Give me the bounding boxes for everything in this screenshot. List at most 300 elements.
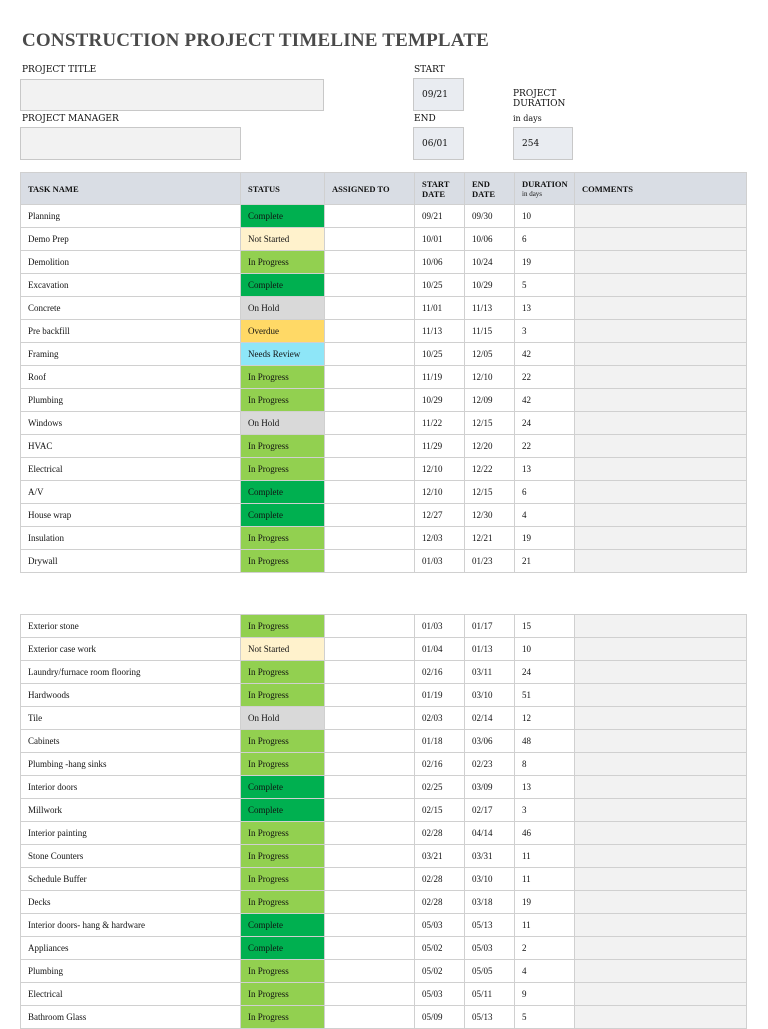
task-name-cell[interactable]: Windows — [21, 412, 241, 435]
end-date-cell[interactable]: 05/13 — [465, 1006, 515, 1029]
assigned-to-cell[interactable] — [325, 914, 415, 937]
end-date-cell[interactable]: 02/17 — [465, 799, 515, 822]
table-row — [21, 822, 747, 845]
duration-cell[interactable]: 8 — [515, 753, 575, 776]
assigned-to-cell[interactable] — [325, 707, 415, 730]
start-date-cell[interactable]: 10/06 — [415, 251, 465, 274]
col-task-name: TASK NAME — [21, 173, 241, 205]
end-date-cell[interactable]: 12/10 — [465, 366, 515, 389]
table-row — [21, 205, 747, 228]
comments-cell[interactable] — [575, 1006, 747, 1029]
col-start-date-line2: DATE — [422, 188, 445, 199]
duration-cell[interactable]: 21 — [515, 550, 575, 573]
table-row — [21, 251, 747, 274]
comments-cell[interactable] — [575, 845, 747, 868]
end-date-cell[interactable]: 12/15 — [465, 481, 515, 504]
status-cell[interactable]: In Progress — [241, 1006, 325, 1029]
end-date-cell[interactable]: 12/15 — [465, 412, 515, 435]
status-cell[interactable]: Not Started — [241, 228, 325, 251]
comments-cell[interactable] — [575, 274, 747, 297]
comments-cell[interactable] — [575, 366, 747, 389]
status-cell[interactable]: On Hold — [241, 297, 325, 320]
table-row — [21, 868, 747, 891]
duration-label-line1: PROJECT — [513, 89, 557, 99]
table-row — [21, 845, 747, 868]
table-row — [21, 638, 747, 661]
start-date-cell[interactable]: 02/28 — [415, 868, 465, 891]
start-date-cell[interactable]: 05/03 — [415, 914, 465, 937]
table-row — [21, 707, 747, 730]
start-date-cell[interactable]: 11/29 — [415, 435, 465, 458]
assigned-to-cell[interactable] — [325, 274, 415, 297]
end-date-cell[interactable]: 01/23 — [465, 550, 515, 573]
status-cell[interactable]: Complete — [241, 481, 325, 504]
end-date-cell[interactable]: 10/24 — [465, 251, 515, 274]
task-name-cell[interactable]: Hardwoods — [21, 684, 241, 707]
comments-cell[interactable] — [575, 251, 747, 274]
end-date-cell[interactable]: 12/20 — [465, 435, 515, 458]
duration-cell[interactable]: 10 — [515, 638, 575, 661]
start-date-cell[interactable]: 01/03 — [415, 615, 465, 638]
comments-cell[interactable] — [575, 458, 747, 481]
start-date-cell[interactable]: 02/25 — [415, 776, 465, 799]
col-start-date — [415, 173, 465, 205]
duration-cell[interactable]: 5 — [515, 274, 575, 297]
page-title: CONSTRUCTION PROJECT TIMELINE TEMPLATE — [22, 30, 490, 51]
duration-cell[interactable]: 12 — [515, 707, 575, 730]
col-end-date-line1: END — [472, 178, 490, 189]
assigned-to-cell[interactable] — [325, 481, 415, 504]
end-date-cell[interactable]: 11/15 — [465, 320, 515, 343]
comments-cell[interactable] — [575, 707, 747, 730]
task-name-cell[interactable]: House wrap — [21, 504, 241, 527]
table-row — [21, 481, 747, 504]
assigned-to-cell[interactable] — [325, 527, 415, 550]
col-start-date-line1: START — [422, 178, 450, 189]
table-row — [21, 412, 747, 435]
project-title-field[interactable] — [20, 79, 324, 111]
comments-cell[interactable] — [575, 481, 747, 504]
end-date-cell[interactable]: 12/09 — [465, 389, 515, 412]
comments-cell[interactable] — [575, 799, 747, 822]
status-cell[interactable]: In Progress — [241, 891, 325, 914]
duration-cell[interactable]: 11 — [515, 868, 575, 891]
assigned-to-cell[interactable] — [325, 504, 415, 527]
end-date-cell[interactable]: 11/13 — [465, 297, 515, 320]
status-cell[interactable]: Needs Review — [241, 343, 325, 366]
assigned-to-cell[interactable] — [325, 730, 415, 753]
status-cell[interactable]: In Progress — [241, 753, 325, 776]
project-title-label: PROJECT TITLE — [22, 65, 97, 75]
duration-cell[interactable]: 24 — [515, 412, 575, 435]
table-row — [21, 661, 747, 684]
assigned-to-cell[interactable] — [325, 343, 415, 366]
end-date-field[interactable]: 06/01 — [413, 127, 464, 160]
table-row — [21, 776, 747, 799]
table-row — [21, 730, 747, 753]
comments-cell[interactable] — [575, 730, 747, 753]
status-cell[interactable]: On Hold — [241, 707, 325, 730]
assigned-to-cell[interactable] — [325, 366, 415, 389]
start-date-cell[interactable]: 02/28 — [415, 891, 465, 914]
assigned-to-cell[interactable] — [325, 435, 415, 458]
table-row — [21, 504, 747, 527]
assigned-to-cell[interactable] — [325, 937, 415, 960]
status-cell[interactable]: In Progress — [241, 615, 325, 638]
start-date-cell[interactable]: 05/09 — [415, 1006, 465, 1029]
table-row — [21, 799, 747, 822]
table-row — [21, 228, 747, 251]
duration-cell[interactable]: 15 — [515, 615, 575, 638]
task-name-cell[interactable]: Electrical — [21, 983, 241, 1006]
status-cell[interactable]: In Progress — [241, 389, 325, 412]
duration-cell[interactable]: 22 — [515, 366, 575, 389]
start-date-cell[interactable]: 09/21 — [415, 205, 465, 228]
start-date-cell[interactable]: 02/16 — [415, 661, 465, 684]
status-cell[interactable]: In Progress — [241, 868, 325, 891]
assigned-to-cell[interactable] — [325, 389, 415, 412]
duration-cell[interactable]: 13 — [515, 458, 575, 481]
status-cell[interactable]: Complete — [241, 776, 325, 799]
duration-cell[interactable]: 13 — [515, 297, 575, 320]
table-row — [21, 274, 747, 297]
end-date-cell[interactable]: 03/10 — [465, 684, 515, 707]
end-date-cell[interactable]: 03/06 — [465, 730, 515, 753]
end-date-cell[interactable]: 03/31 — [465, 845, 515, 868]
duration-cell[interactable]: 9 — [515, 983, 575, 1006]
comments-cell[interactable] — [575, 638, 747, 661]
status-cell[interactable]: Not Started — [241, 638, 325, 661]
end-date-cell[interactable]: 03/18 — [465, 891, 515, 914]
task-name-cell[interactable]: Plumbing -hang sinks — [21, 753, 241, 776]
duration-cell[interactable]: 19 — [515, 527, 575, 550]
duration-cell[interactable]: 19 — [515, 891, 575, 914]
end-date-cell[interactable]: 03/10 — [465, 868, 515, 891]
end-date-cell[interactable]: 04/14 — [465, 822, 515, 845]
task-name-cell[interactable]: Demolition — [21, 251, 241, 274]
duration-sublabel: in days — [513, 114, 542, 123]
col-comments: COMMENTS — [575, 173, 747, 205]
status-cell[interactable]: In Progress — [241, 527, 325, 550]
assigned-to-cell[interactable] — [325, 458, 415, 481]
status-cell[interactable]: In Progress — [241, 983, 325, 1006]
col-end-date — [465, 173, 515, 205]
task-name-cell[interactable]: Planning — [21, 205, 241, 228]
end-date-cell[interactable]: 10/06 — [465, 228, 515, 251]
task-name-cell[interactable]: Exterior stone — [21, 615, 241, 638]
task-name-cell[interactable]: Demo Prep — [21, 228, 241, 251]
assigned-to-cell[interactable] — [325, 684, 415, 707]
end-date-cell[interactable]: 12/05 — [465, 343, 515, 366]
task-name-cell[interactable]: Schedule Buffer — [21, 868, 241, 891]
task-name-cell[interactable]: Pre backfill — [21, 320, 241, 343]
status-cell[interactable]: In Progress — [241, 251, 325, 274]
table-row — [21, 550, 747, 573]
duration-cell[interactable]: 6 — [515, 228, 575, 251]
assigned-to-cell[interactable] — [325, 615, 415, 638]
task-name-cell[interactable]: Decks — [21, 891, 241, 914]
duration-cell[interactable]: 51 — [515, 684, 575, 707]
project-manager-field[interactable] — [20, 127, 241, 160]
table-row — [21, 684, 747, 707]
table-row — [21, 983, 747, 1006]
task-name-cell[interactable]: Cabinets — [21, 730, 241, 753]
end-date-cell[interactable]: 12/21 — [465, 527, 515, 550]
assigned-to-cell[interactable] — [325, 891, 415, 914]
assigned-to-cell[interactable] — [325, 845, 415, 868]
duration-cell[interactable]: 11 — [515, 914, 575, 937]
status-cell[interactable]: Complete — [241, 937, 325, 960]
assigned-to-cell[interactable] — [325, 799, 415, 822]
table-row — [21, 937, 747, 960]
task-name-cell[interactable]: Interior painting — [21, 822, 241, 845]
start-date-cell[interactable]: 02/28 — [415, 822, 465, 845]
status-cell[interactable]: Complete — [241, 504, 325, 527]
assigned-to-cell[interactable] — [325, 205, 415, 228]
task-name-cell[interactable]: Tile — [21, 707, 241, 730]
task-name-cell[interactable]: Bathroom Glass — [21, 1006, 241, 1029]
table-row — [21, 527, 747, 550]
end-date-cell[interactable]: 12/22 — [465, 458, 515, 481]
task-name-cell[interactable]: Stone Counters — [21, 845, 241, 868]
assigned-to-cell[interactable] — [325, 983, 415, 1006]
end-label: END — [414, 114, 436, 124]
duration-cell[interactable]: 3 — [515, 320, 575, 343]
duration-cell[interactable]: 4 — [515, 504, 575, 527]
end-date-cell[interactable]: 05/05 — [465, 960, 515, 983]
col-duration — [515, 173, 575, 205]
start-date-cell[interactable]: 11/22 — [415, 412, 465, 435]
task-name-cell[interactable]: Interior doors- hang & hardware — [21, 914, 241, 937]
assigned-to-cell[interactable] — [325, 868, 415, 891]
table-row — [21, 320, 747, 343]
status-cell[interactable]: On Hold — [241, 412, 325, 435]
task-name-cell[interactable]: Insulation — [21, 527, 241, 550]
comments-cell[interactable] — [575, 891, 747, 914]
status-cell[interactable]: Complete — [241, 274, 325, 297]
table-row — [21, 615, 747, 638]
comments-cell[interactable] — [575, 868, 747, 891]
start-date-cell[interactable]: 12/10 — [415, 481, 465, 504]
comments-cell[interactable] — [575, 320, 747, 343]
assigned-to-cell[interactable] — [325, 776, 415, 799]
comments-cell[interactable] — [575, 937, 747, 960]
status-cell[interactable]: Complete — [241, 914, 325, 937]
comments-cell[interactable] — [575, 753, 747, 776]
end-date-cell[interactable]: 10/29 — [465, 274, 515, 297]
end-date-cell[interactable]: 09/30 — [465, 205, 515, 228]
start-date-cell[interactable]: 02/16 — [415, 753, 465, 776]
duration-cell[interactable]: 24 — [515, 661, 575, 684]
comments-cell[interactable] — [575, 343, 747, 366]
task-name-cell[interactable]: A/V — [21, 481, 241, 504]
table-row — [21, 1006, 747, 1029]
assigned-to-cell[interactable] — [325, 753, 415, 776]
duration-cell[interactable]: 42 — [515, 389, 575, 412]
comments-cell[interactable] — [575, 389, 747, 412]
assigned-to-cell[interactable] — [325, 550, 415, 573]
start-date-cell[interactable]: 10/25 — [415, 274, 465, 297]
duration-cell[interactable]: 48 — [515, 730, 575, 753]
duration-cell[interactable]: 11 — [515, 845, 575, 868]
end-date-cell[interactable]: 02/14 — [465, 707, 515, 730]
status-cell[interactable]: Complete — [241, 799, 325, 822]
assigned-to-cell[interactable] — [325, 822, 415, 845]
duration-cell[interactable]: 3 — [515, 799, 575, 822]
comments-cell[interactable] — [575, 228, 747, 251]
comments-cell[interactable] — [575, 914, 747, 937]
col-status: STATUS — [241, 173, 325, 205]
task-name-cell[interactable]: Excavation — [21, 274, 241, 297]
start-date-cell[interactable]: 01/18 — [415, 730, 465, 753]
table-header-row — [21, 173, 747, 205]
status-cell[interactable]: In Progress — [241, 822, 325, 845]
start-date-cell[interactable]: 02/03 — [415, 707, 465, 730]
duration-cell[interactable]: 6 — [515, 481, 575, 504]
comments-cell[interactable] — [575, 983, 747, 1006]
task-name-cell[interactable]: HVAC — [21, 435, 241, 458]
duration-cell[interactable]: 22 — [515, 435, 575, 458]
table-row — [21, 389, 747, 412]
table-row — [21, 297, 747, 320]
assigned-to-cell[interactable] — [325, 1006, 415, 1029]
table-row — [21, 891, 747, 914]
col-duration-label: DURATION — [522, 178, 568, 189]
assigned-to-cell[interactable] — [325, 297, 415, 320]
task-name-cell[interactable]: Framing — [21, 343, 241, 366]
assigned-to-cell[interactable] — [325, 412, 415, 435]
end-date-cell[interactable]: 05/03 — [465, 937, 515, 960]
start-date-cell[interactable]: 01/03 — [415, 550, 465, 573]
start-date-cell[interactable]: 11/19 — [415, 366, 465, 389]
end-date-cell[interactable]: 05/11 — [465, 983, 515, 1006]
comments-cell[interactable] — [575, 527, 747, 550]
task-name-cell[interactable]: Concrete — [21, 297, 241, 320]
table-row — [21, 753, 747, 776]
start-date-cell[interactable]: 10/25 — [415, 343, 465, 366]
table-row — [21, 366, 747, 389]
end-date-cell[interactable]: 12/30 — [465, 504, 515, 527]
task-name-cell[interactable]: Roof — [21, 366, 241, 389]
assigned-to-cell[interactable] — [325, 638, 415, 661]
task-name-cell[interactable]: Drywall — [21, 550, 241, 573]
status-cell[interactable]: In Progress — [241, 458, 325, 481]
duration-cell[interactable]: 13 — [515, 776, 575, 799]
assigned-to-cell[interactable] — [325, 320, 415, 343]
status-cell[interactable]: In Progress — [241, 435, 325, 458]
comments-cell[interactable] — [575, 504, 747, 527]
col-end-date-line2: DATE — [472, 188, 495, 199]
task-name-cell[interactable]: Laundry/furnace room flooring — [21, 661, 241, 684]
table-row — [21, 914, 747, 937]
comments-cell[interactable] — [575, 205, 747, 228]
duration-cell[interactable]: 10 — [515, 205, 575, 228]
start-date-field[interactable]: 09/21 — [413, 78, 464, 111]
task-name-cell[interactable]: Plumbing — [21, 389, 241, 412]
duration-cell[interactable]: 5 — [515, 1006, 575, 1029]
comments-cell[interactable] — [575, 550, 747, 573]
duration-cell[interactable]: 42 — [515, 343, 575, 366]
comments-cell[interactable] — [575, 661, 747, 684]
duration-cell[interactable]: 19 — [515, 251, 575, 274]
status-cell[interactable]: Overdue — [241, 320, 325, 343]
end-date-cell[interactable]: 05/13 — [465, 914, 515, 937]
task-name-cell[interactable]: Exterior case work — [21, 638, 241, 661]
timeline-table-1 — [20, 172, 747, 573]
project-duration-field: 254 — [513, 127, 573, 160]
comments-cell[interactable] — [575, 960, 747, 983]
comments-cell[interactable] — [575, 435, 747, 458]
end-date-cell[interactable]: 01/13 — [465, 638, 515, 661]
task-name-cell[interactable]: Appliances — [21, 937, 241, 960]
table-row — [21, 435, 747, 458]
table-row — [21, 960, 747, 983]
comments-cell[interactable] — [575, 822, 747, 845]
assigned-to-cell[interactable] — [325, 960, 415, 983]
status-cell[interactable]: In Progress — [241, 845, 325, 868]
start-date-cell[interactable]: 01/04 — [415, 638, 465, 661]
comments-cell[interactable] — [575, 684, 747, 707]
comments-cell[interactable] — [575, 776, 747, 799]
start-date-cell[interactable]: 01/19 — [415, 684, 465, 707]
end-date-cell[interactable]: 03/09 — [465, 776, 515, 799]
task-name-cell[interactable]: Millwork — [21, 799, 241, 822]
start-date-cell[interactable]: 05/03 — [415, 983, 465, 1006]
status-cell[interactable]: In Progress — [241, 730, 325, 753]
status-cell[interactable]: In Progress — [241, 661, 325, 684]
start-label: START — [414, 65, 445, 75]
comments-cell[interactable] — [575, 297, 747, 320]
start-date-cell[interactable]: 12/10 — [415, 458, 465, 481]
col-assigned-to: ASSIGNED TO — [325, 173, 415, 205]
start-date-cell[interactable]: 10/29 — [415, 389, 465, 412]
start-date-cell[interactable]: 11/13 — [415, 320, 465, 343]
status-cell[interactable]: In Progress — [241, 960, 325, 983]
status-cell[interactable]: Complete — [241, 205, 325, 228]
table-row — [21, 458, 747, 481]
comments-cell[interactable] — [575, 615, 747, 638]
status-cell[interactable]: In Progress — [241, 550, 325, 573]
end-date-cell[interactable]: 02/23 — [465, 753, 515, 776]
duration-label-line2: DURATION — [513, 99, 566, 109]
assigned-to-cell[interactable] — [325, 251, 415, 274]
duration-cell[interactable]: 46 — [515, 822, 575, 845]
start-date-cell[interactable]: 12/27 — [415, 504, 465, 527]
task-name-cell[interactable]: Electrical — [21, 458, 241, 481]
end-date-cell[interactable]: 01/17 — [465, 615, 515, 638]
col-duration-sub: in days — [522, 189, 543, 198]
duration-cell[interactable]: 4 — [515, 960, 575, 983]
duration-cell[interactable]: 2 — [515, 937, 575, 960]
assigned-to-cell[interactable] — [325, 661, 415, 684]
start-date-cell[interactable]: 10/01 — [415, 228, 465, 251]
status-cell[interactable]: In Progress — [241, 684, 325, 707]
status-cell[interactable]: In Progress — [241, 366, 325, 389]
task-name-cell[interactable]: Interior doors — [21, 776, 241, 799]
timeline-table-2 — [20, 614, 747, 1029]
assigned-to-cell[interactable] — [325, 228, 415, 251]
start-date-cell[interactable]: 02/15 — [415, 799, 465, 822]
start-date-cell[interactable]: 05/02 — [415, 960, 465, 983]
comments-cell[interactable] — [575, 412, 747, 435]
start-date-cell[interactable]: 12/03 — [415, 527, 465, 550]
end-date-cell[interactable]: 03/11 — [465, 661, 515, 684]
table-row — [21, 343, 747, 366]
start-date-cell[interactable]: 03/21 — [415, 845, 465, 868]
task-name-cell[interactable]: Plumbing — [21, 960, 241, 983]
start-date-cell[interactable]: 11/01 — [415, 297, 465, 320]
start-date-cell[interactable]: 05/02 — [415, 937, 465, 960]
